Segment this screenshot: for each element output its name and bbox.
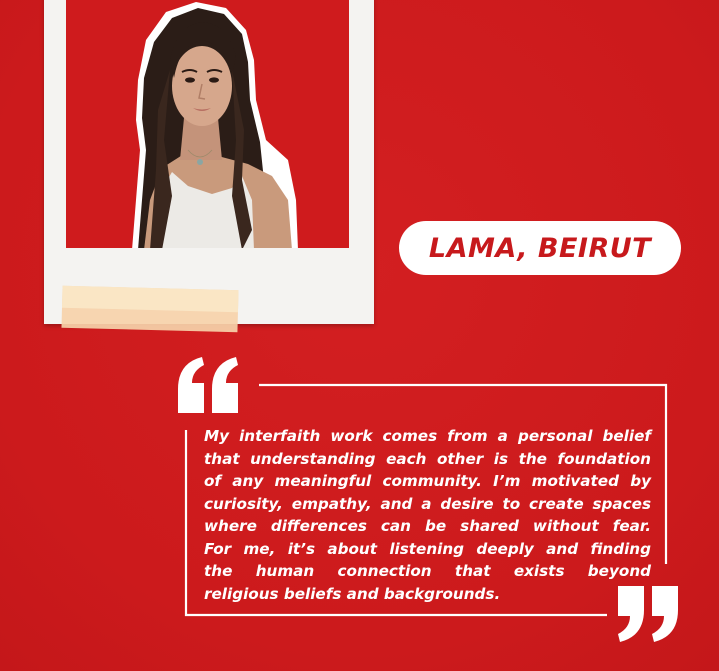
quote-line: where differences can be shared without fear.: [204, 517, 651, 535]
open-quote-icon: [176, 353, 242, 417]
person-name: LAMA, BEIRUT: [428, 232, 652, 264]
quote-line: of any meaningful community. I’m motivated by: [204, 472, 651, 490]
name-badge: [399, 221, 681, 275]
portrait-photo: [66, 0, 349, 248]
tape-strip: [61, 286, 238, 333]
polaroid-frame: [44, 0, 374, 324]
quote-line: curiosity, empathy, and a desire to create spaces: [204, 494, 651, 513]
quote-line: For me, it’s about listening deeply and finding: [204, 539, 651, 558]
quote-line: that understanding each other is the foundation: [204, 449, 651, 468]
testimonial-quote: [204, 425, 651, 605]
quote-line: My interfaith work comes from a personal belief: [204, 427, 651, 445]
quote-line: religious beliefs and backgrounds.: [204, 584, 501, 603]
portrait-illustration: [66, 0, 349, 248]
quote-line: the human connection that exists beyond: [204, 562, 651, 580]
